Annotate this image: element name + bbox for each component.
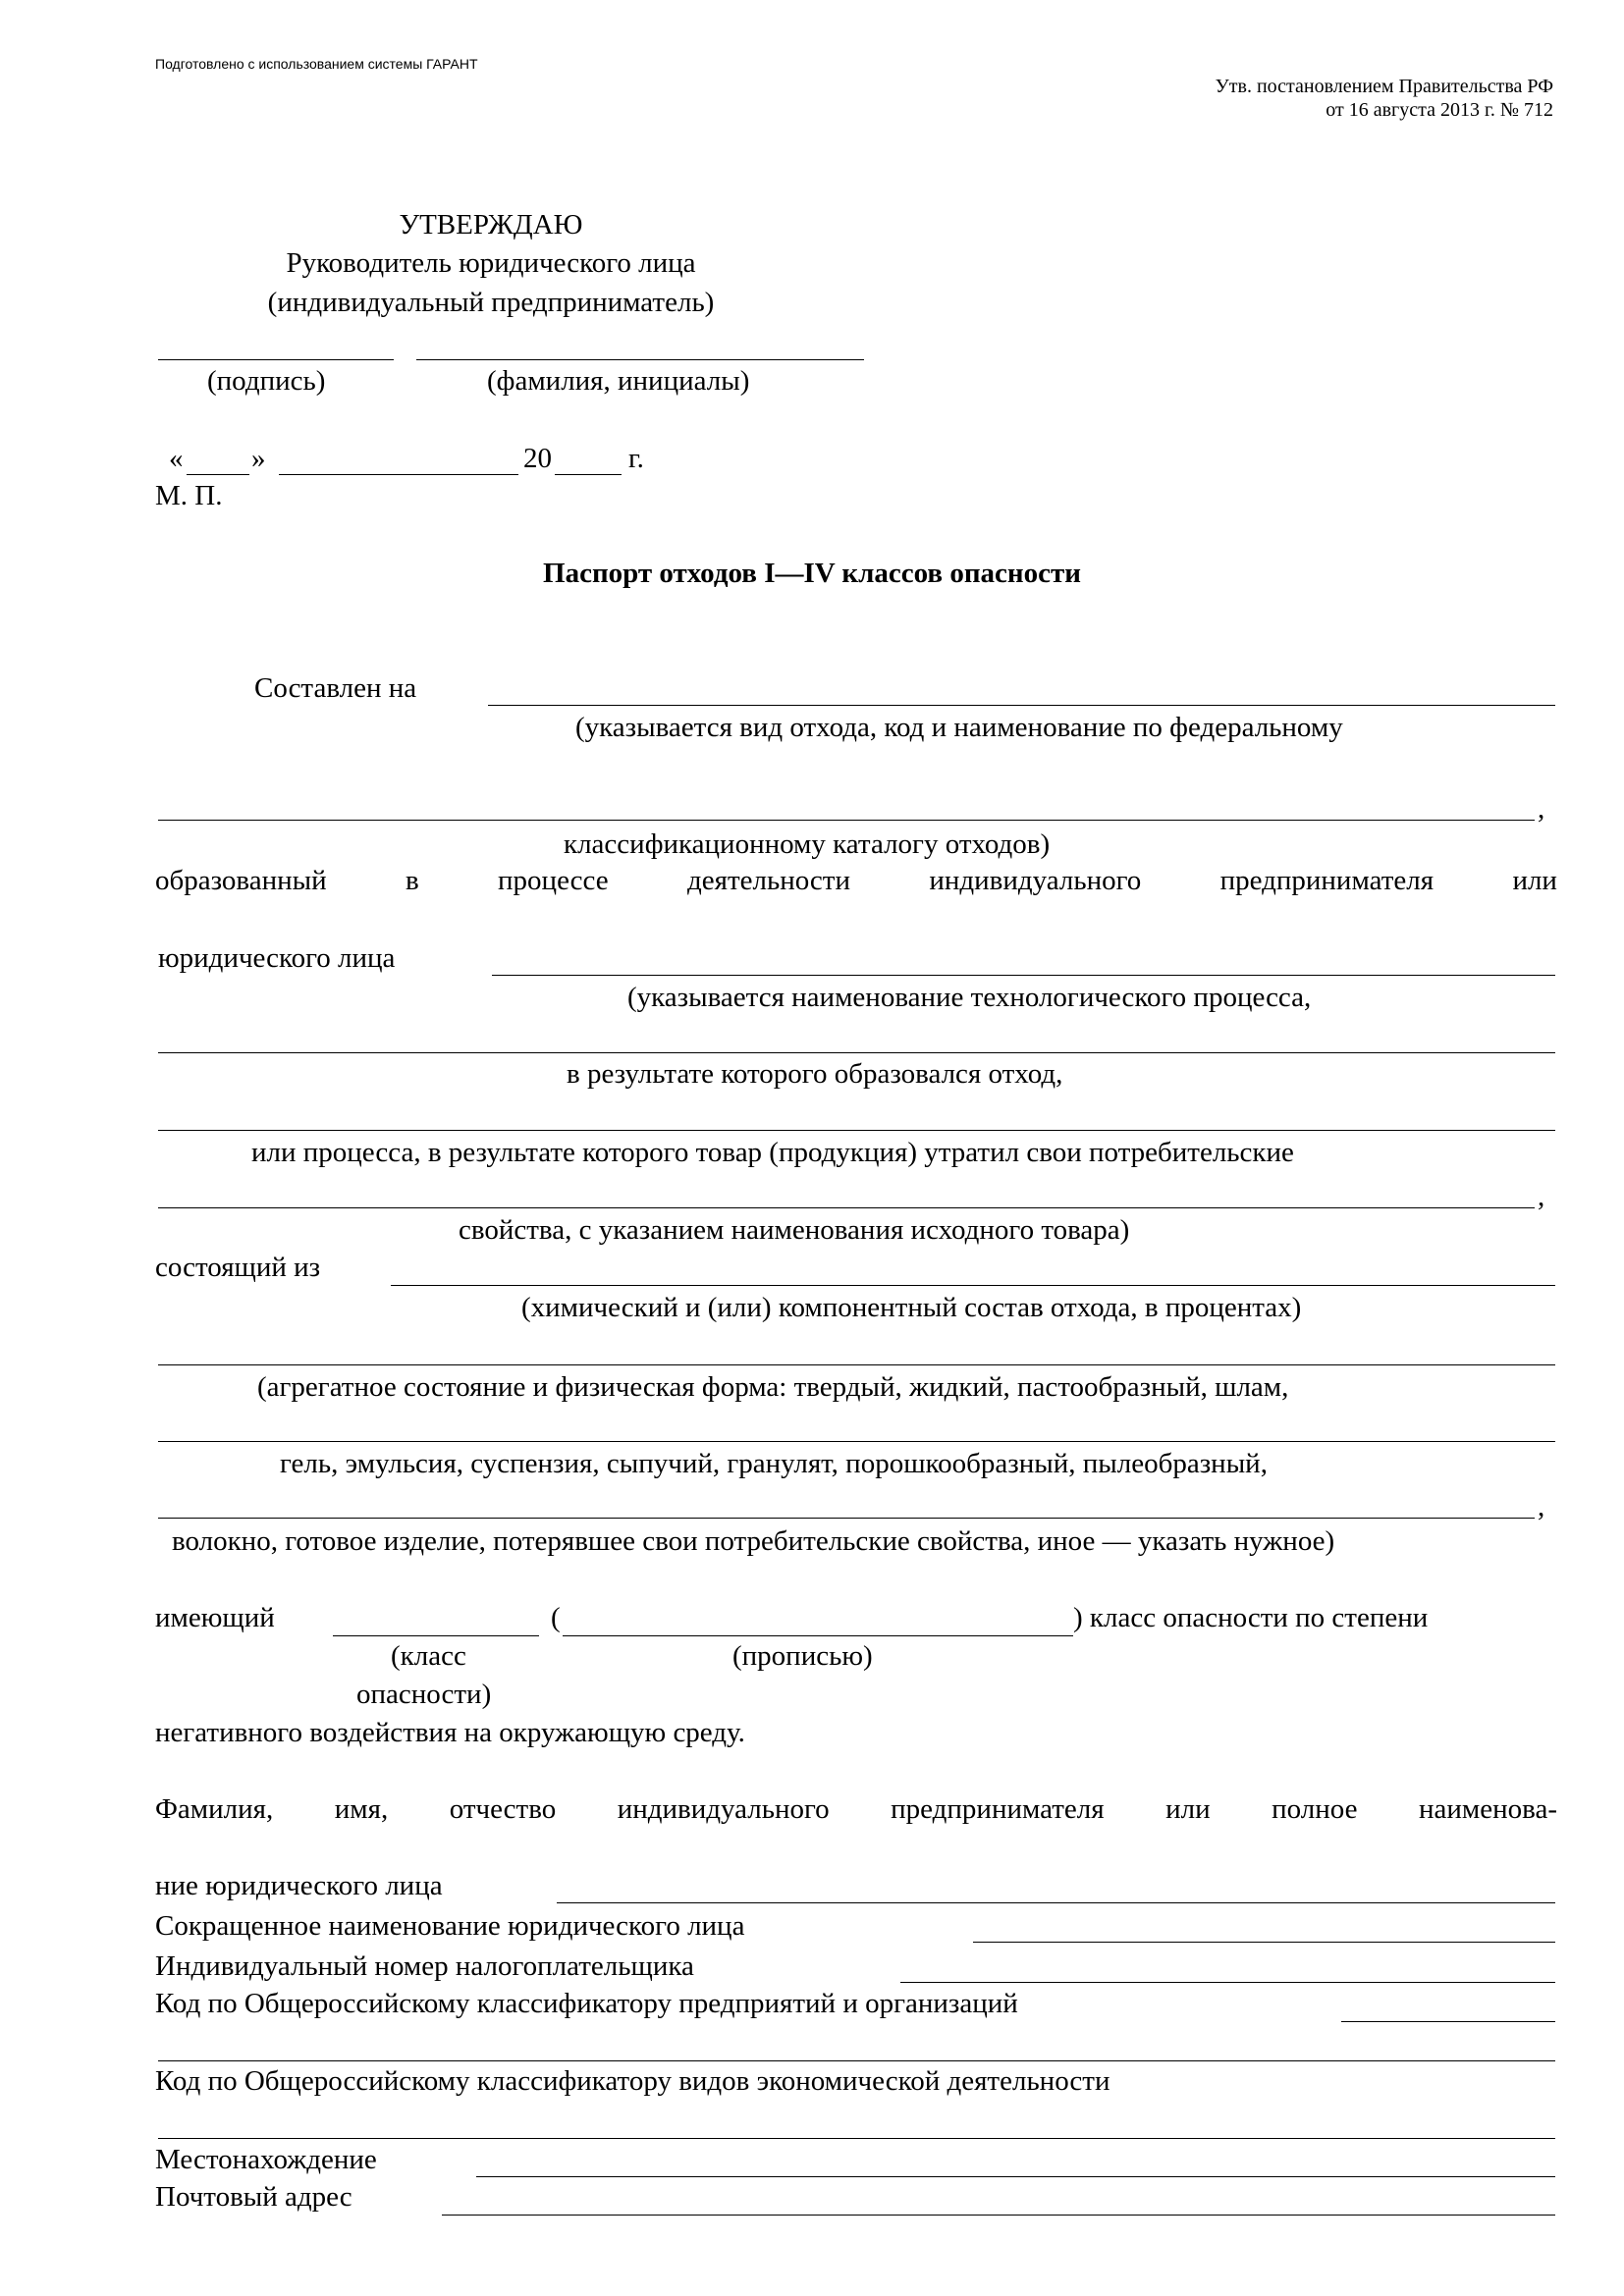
full-name-line[interactable] (557, 1902, 1555, 1903)
date-quote-open: « (169, 443, 184, 474)
fio-label-line2: ние юридического лица (155, 1870, 443, 1901)
waste-catalog-line[interactable] (158, 820, 1535, 821)
hazard-class-number-line[interactable] (333, 1635, 539, 1636)
formed-word: индивидуального (929, 865, 1142, 896)
legal-entity-label: юридического лица (158, 942, 396, 974)
comma-3: , (1538, 1491, 1545, 1522)
name-initials-caption: (фамилия, инициалы) (487, 365, 750, 397)
state-hint-2: гель, эмульсия, суспензия, сыпучий, гранулят, порошкообразный, пылеобразный, (280, 1448, 1268, 1479)
compiled-for-label: Составлен на (254, 672, 417, 704)
process-hint-1: (указывается наименование технологического процесса, (627, 982, 1312, 1013)
signature-caption: (подпись) (207, 365, 326, 397)
location-line[interactable] (476, 2176, 1555, 2177)
date-year-suffix: г. (628, 443, 644, 474)
class-caption-line1: (класс (391, 1640, 466, 1672)
stamp-placeholder: М. П. (155, 480, 223, 511)
date-quote-close: » (251, 443, 266, 474)
state-line-1[interactable] (158, 1364, 1555, 1365)
okpo-label: Код по Общероссийскому классификатору предприятий и организаций (155, 1988, 1018, 2019)
okpo-line-1[interactable] (1341, 2021, 1555, 2022)
garant-note: Подготовлено с использованием системы ГАРАНТ (155, 56, 478, 72)
formed-word: или (1512, 865, 1557, 896)
process-line-1[interactable] (492, 975, 1555, 976)
approval-role-line1: Руководитель юридического лица (286, 247, 696, 279)
approval-role-line2: (индивидуальный предприниматель) (267, 287, 715, 318)
date-month-line[interactable] (279, 474, 518, 475)
okpo-line-2[interactable] (158, 2060, 1555, 2061)
formed-in-activity-text (155, 864, 1557, 897)
inn-label: Индивидуальный номер налогоплательщика (155, 1950, 694, 1982)
comma-1: , (1538, 793, 1545, 825)
hazard-class-text: ) класс опасности по степени (1073, 1602, 1429, 1633)
signature-line[interactable] (158, 359, 394, 360)
fio-text (155, 1792, 1557, 1826)
fio-word: имя, (334, 1793, 389, 1825)
consisting-of-label: состоящий из (155, 1252, 321, 1283)
hazard-class-words-line[interactable] (563, 1635, 1073, 1636)
formed-word: образованный (155, 865, 327, 896)
fio-word: отчество (449, 1793, 557, 1825)
process-hint-4: свойства, с указанием наименования исходного товара) (459, 1214, 1130, 1246)
fio-word: полное (1272, 1793, 1358, 1825)
approval-title: УТВЕРЖДАЮ (399, 209, 583, 240)
short-name-line[interactable] (973, 1942, 1555, 1943)
date-day-line[interactable] (187, 474, 249, 475)
formed-word: процессе (498, 865, 609, 896)
name-initials-line[interactable] (416, 359, 864, 360)
formed-word: в (405, 865, 419, 896)
fio-word: предпринимателя (891, 1793, 1105, 1825)
postal-address-line[interactable] (442, 2215, 1555, 2216)
okved-label: Код по Общероссийскому классификатору видов экономической деятельности (155, 2065, 1110, 2097)
date-year-line[interactable] (555, 474, 622, 475)
short-name-label: Сокращенное наименование юридического лица (155, 1910, 745, 1942)
okved-line[interactable] (158, 2138, 1555, 2139)
paren-open: ( (551, 1602, 561, 1633)
state-line-3[interactable] (158, 1518, 1535, 1519)
process-line-3[interactable] (158, 1130, 1555, 1131)
formed-word: деятельности (686, 865, 850, 896)
composition-hint: (химический и (или) компонентный состав отхода, в процентах) (521, 1292, 1302, 1323)
formed-word: предпринимателя (1219, 865, 1435, 896)
process-hint-3: или процесса, в результате которого товар (продукция) утратил свои потребительские (251, 1137, 1294, 1168)
location-label: Местонахождение (155, 2144, 377, 2175)
composition-line[interactable] (391, 1285, 1555, 1286)
in-words-caption: (прописью) (732, 1640, 873, 1672)
inn-line[interactable] (900, 1982, 1555, 1983)
waste-catalog-hint: классификационному каталогу отходов) (564, 828, 1051, 860)
process-line-2[interactable] (158, 1052, 1555, 1053)
fio-word: наименова- (1419, 1793, 1557, 1825)
negative-impact-text: негативного воздействия на окружающую среду. (155, 1717, 745, 1748)
document-title: Паспорт отходов I—IV классов опасности (543, 558, 1081, 589)
approved-by-resolution: Утв. постановлением Правительства РФ (1215, 76, 1553, 97)
process-hint-2: в результате которого образовался отход, (567, 1058, 1063, 1090)
state-hint-1: (агрегатное состояние и физическая форма: твердый, жидкий, пастообразный, шлам, (257, 1371, 1289, 1403)
postal-address-label: Почтовый адрес (155, 2181, 352, 2213)
waste-type-hint: (указывается вид отхода, код и наименование по федеральному (575, 712, 1343, 743)
fio-word: индивидуального (617, 1793, 830, 1825)
state-line-2[interactable] (158, 1441, 1555, 1442)
fio-word: Фамилия, (155, 1793, 274, 1825)
fio-word: или (1165, 1793, 1211, 1825)
waste-type-line[interactable] (488, 705, 1555, 706)
having-label: имеющий (155, 1602, 275, 1633)
class-caption-line2: опасности) (356, 1679, 492, 1710)
date-year-prefix: 20 (523, 443, 552, 474)
comma-2: , (1538, 1181, 1545, 1212)
resolution-date: от 16 августа 2013 г. № 712 (1326, 99, 1553, 121)
process-line-4[interactable] (158, 1207, 1535, 1208)
state-hint-3: волокно, готовое изделие, потерявшее свои потребительские свойства, иное — указать нужное) (172, 1525, 1335, 1557)
